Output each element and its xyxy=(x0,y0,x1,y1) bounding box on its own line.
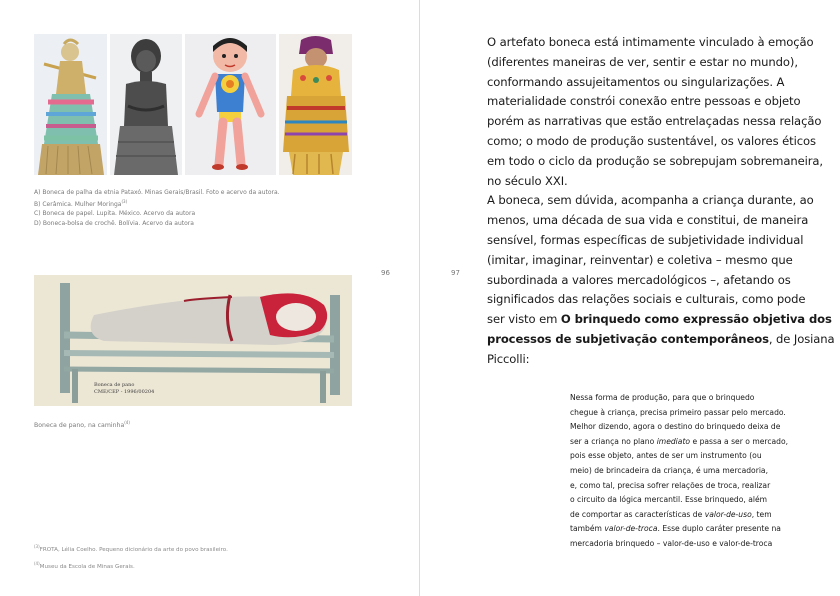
paragraph-2-line: significados das relações sociais e culturais, como pode xyxy=(487,292,806,307)
paragraph-1-line: no século XXI. xyxy=(487,173,568,188)
footnotes xyxy=(34,540,228,574)
quote-line-10-post: . Esse duplo caráter presente na xyxy=(657,524,781,534)
paragraph-2-line: Piccolli: xyxy=(487,351,530,366)
cradle-photo-label-2: CME/CEP - 1996/00204 xyxy=(94,389,155,395)
quote-line-10-italic: valor-de-troca xyxy=(604,524,658,534)
quote-line-4-italic: imediato xyxy=(656,436,691,446)
paragraph-2-line: menos, uma década de sua vida e constitui, de maneira xyxy=(487,213,809,228)
footnote-4-text: Museu da Escola de Minas Gerais. xyxy=(39,563,135,570)
footnote-3 xyxy=(34,540,228,557)
cradle-caption-footnote-mark: (4) xyxy=(124,420,130,425)
quote-line: meio) de brincadeira da criança, é uma mercadoria, xyxy=(570,465,768,475)
paragraph-2-line-7-text: ser visto em xyxy=(487,312,561,327)
paragraph-2-line: subordinada a valores mercadológicos –, afetando os xyxy=(487,272,791,287)
paragraph-1-line: em todo o ciclo da produção se sobrepujam sobremaneira, xyxy=(487,153,824,168)
photo-captions xyxy=(34,188,334,228)
footnote-3-text: FROTA, Lélia Coelho. Pequeno dicionário da arte do povo brasileiro. xyxy=(39,546,228,553)
paragraph-1-line: porém as narrativas que estão entrelaçadas nessa relação xyxy=(487,114,822,129)
paragraph-1-line: como; o modo de produção sustentável, os valores éticos xyxy=(487,133,816,148)
paragraph-1-line: O artefato boneca está intimamente vinculado à emoção xyxy=(487,35,814,49)
quote-line xyxy=(570,435,820,450)
quote-line: chegue à criança, precisa primeiro passar pelo mercado. xyxy=(570,407,786,417)
paragraph-1-line: (diferentes maneiras de ver, sentir e estar no mundo), xyxy=(487,54,798,69)
quote-line-9-italic: valor-de-uso xyxy=(704,509,752,519)
caption-b-text: B) Cerâmica. Mulher Moringa xyxy=(34,201,122,209)
caption-b-footnote-mark: (3) xyxy=(121,199,128,205)
paragraph-1-line: materialidade constrói conexão entre pessoas e objeto xyxy=(487,94,801,109)
caption-d: D) Boneca-bolsa de crochê. Bolívia. Acervo da autora xyxy=(34,219,194,227)
page-number-left: 96 xyxy=(381,269,390,277)
photo-paper-doll xyxy=(185,34,276,175)
quote-line: pois esse objeto, antes de ser um instrumento (ou xyxy=(570,451,762,461)
block-quote xyxy=(570,391,820,552)
quote-line: Nessa forma de produção, para que o brinquedo xyxy=(570,393,755,402)
quote-line: e, como tal, precisa sofrer relações de troca, realizar xyxy=(570,480,771,490)
caption-c: C) Boneca de papel. Lupita. México. Acervo da autora xyxy=(34,210,196,218)
quote-line: Melhor dizendo, agora o destino do brinquedo deixa de xyxy=(570,422,781,432)
cradle-caption-text: Boneca de pano, na caminha xyxy=(34,422,125,430)
photo-straw-doll xyxy=(34,34,107,175)
quote-line-9-pre: de comportar as características de xyxy=(570,509,705,519)
quote-line xyxy=(570,508,820,523)
page-number-right: 97 xyxy=(451,269,460,277)
paragraph-2-line xyxy=(487,330,835,350)
caption-a: A) Boneca de palha da etnia Pataxó. Minas Gerais/Brasil. Foto e acervo da autora. xyxy=(34,189,280,196)
footnote-4 xyxy=(34,557,228,574)
quote-line-10-pre: também xyxy=(570,524,605,534)
paragraph-2-line: (imitar, imaginar, reinventar) e coletiva – mesmo que xyxy=(487,252,793,267)
book-title-part-2: processos de subjetivação contemporâneos xyxy=(487,331,769,346)
quote-line: mercadoria brinquedo – valor-de-uso e valor-de-troca xyxy=(570,538,773,548)
paragraph-2-line-8-text: , de Josiana xyxy=(768,331,835,346)
footnote-3-mark: (3) xyxy=(34,544,40,549)
cradle-photo-label-1: Boneca de pano xyxy=(94,382,135,388)
quote-line-4-pre: ser a criança no plano xyxy=(570,436,657,446)
quote-line-9-post: , tem xyxy=(751,509,772,519)
quote-line xyxy=(570,522,820,537)
body-text xyxy=(487,33,835,370)
paragraph-1-line: conformando assujeitamentos ou singularizações. A xyxy=(487,74,785,89)
caption-b xyxy=(34,197,334,209)
quote-line-4-post: e passa a ser o mercado, xyxy=(690,436,789,446)
cradle-caption xyxy=(34,420,130,429)
paragraph-2-line xyxy=(487,310,832,330)
photo-crochet-doll xyxy=(279,34,352,175)
photo-cloth-doll-cradle xyxy=(34,275,352,406)
paragraph-2-line: sensível, formas específicas de subjetividade individual xyxy=(487,232,804,247)
book-title-part-1: O brinquedo como expressão objetiva dos xyxy=(560,312,832,327)
paragraph-2-line: A boneca, sem dúvida, acompanha a criança durante, ao xyxy=(487,193,814,208)
quote-line: o circuito da lógica mercantil. Esse brinquedo, além xyxy=(570,495,768,505)
photo-ceramic-woman xyxy=(110,34,182,175)
footnote-4-mark: (4) xyxy=(34,560,40,566)
